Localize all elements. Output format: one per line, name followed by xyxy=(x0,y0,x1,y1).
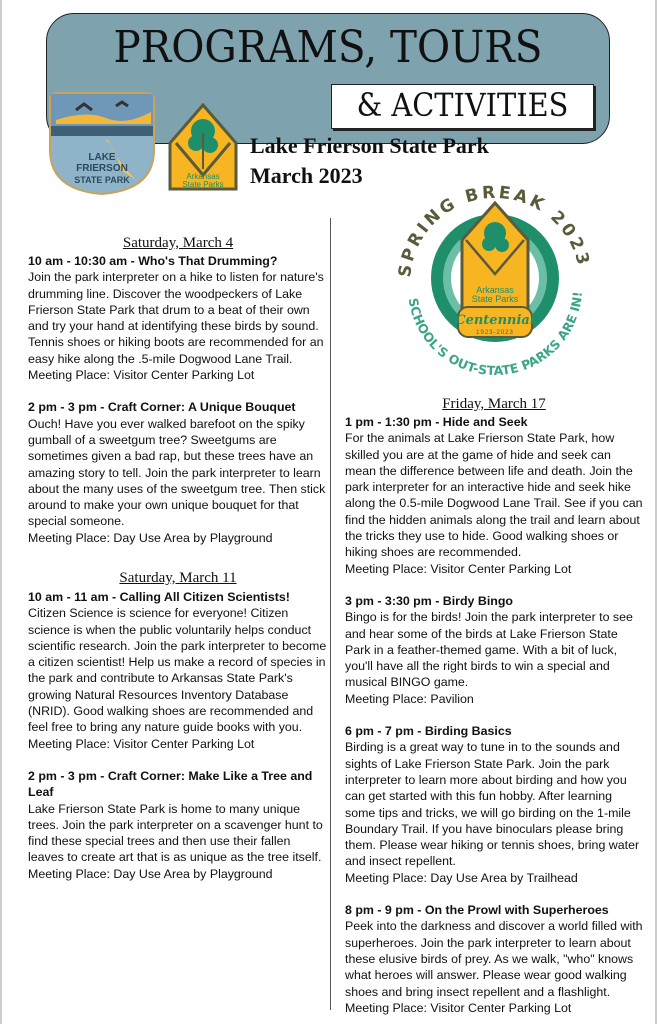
event-description: Join the park interpreter on a hike to listen for nature's drumming line. Discover the woodpeckers of Lake Frierson State Park that drum to a beat of their own and try your hand at identifying these birds by sound. Tennis shoes or hiking boots are recommended for an easy hike along the .5-mile Dogwood Lane Trail. xyxy=(28,270,324,366)
meeting-place: Meeting Place: Day Use Area by Playground xyxy=(28,866,273,881)
meeting-place: Meeting Place: Visitor Center Parking Lot xyxy=(28,736,255,751)
spring-break-logo xyxy=(390,178,600,378)
spring-break-text: SPRING BREAK 2023 xyxy=(394,182,594,279)
svg-text:Centennial: Centennial xyxy=(455,313,535,328)
svg-text:STATE PARK: STATE PARK xyxy=(74,175,130,185)
event-title: 2 pm - 3 pm - Craft Corner: Make Like a Tree and Leaf xyxy=(28,768,313,800)
event-list xyxy=(345,414,643,1032)
event xyxy=(28,399,328,546)
meeting-place: Meeting Place: Pavilion xyxy=(345,691,474,706)
event xyxy=(345,902,643,1016)
event-description: Bingo is for the birds! Join the park interpreter to see and hear some of the birds at Lake Frierson State Park in a feather-themed game. With a bit of luck, you'll have all the right birds to win a special and musical BINGO game. xyxy=(345,610,633,690)
svg-text:State Parks: State Parks xyxy=(182,180,224,189)
svg-text:1923-2023: 1923-2023 xyxy=(476,330,514,336)
page-subtitle: & ACTIVITIES xyxy=(356,86,569,124)
event-title: 3 pm - 3:30 pm - Birdy Bingo xyxy=(345,593,513,608)
park-name: Lake Frierson State Park xyxy=(250,133,489,158)
event-description: Birding is a great way to tune in to the sounds and sights of Lake Frierson State Park. Join the park interpreter to learn more about birding and how you can get started with this fun hobby. After learning some tips and tricks, we will go birding on the 1-mile Boundary Trail. If you have binoculars please bring them. Please wear hiking or tennis shoes, bring water and insect repellent. xyxy=(345,740,640,869)
svg-text:Arkansas: Arkansas xyxy=(186,172,220,181)
event-title: 1 pm - 1:30 pm - Hide and Seek xyxy=(345,415,528,429)
event xyxy=(345,723,643,886)
event-title: 10 am - 11 am - Calling All Citizen Scientists! xyxy=(28,590,290,604)
lake-frierson-logo xyxy=(46,90,158,196)
event-title: 10 am - 10:30 am - Who's That Drumming? xyxy=(28,254,278,268)
page-title: PROGRAMS, TOURS xyxy=(113,22,543,73)
date-heading: Friday, March 17 xyxy=(442,396,546,412)
meeting-place: Meeting Place: Visitor Center Parking Lot xyxy=(345,561,572,576)
event-description: Citizen Science is science for everyone! Citizen science is when the public voluntarily helps conduct scientific research. Join the park interpreter to become a citizen scientist! Help us make a record of species in the park and contribute to Arkansas State Park's growing Natural Resources Inventory Database (NRID). Good walking shoes are recommended and feel free to bring any nature guide books with you. xyxy=(28,606,327,735)
event-description: Ouch! Have you ever walked barefoot on the spiky gumball of a sweetgum tree? Sweetgums are sometimes given a bad rap, but these trees have an amazing story to tell. Join the park interpreter to learn about the many uses of the sweetgum tree. Then stick around to make your own unique bouquet for that special someone. xyxy=(28,416,326,529)
event-title: 8 pm - 9 pm - On the Prowl with Superheroes xyxy=(345,903,609,918)
meeting-place: Meeting Place: Day Use Area by Playground xyxy=(28,530,273,545)
meeting-place: Meeting Place: Visitor Center Parking Lot xyxy=(28,368,255,383)
event-description: Lake Frierson State Park is home to many unique trees. Join the park interpreter on a scavenger hunt to find these special trees and then use their fallen leaves to create art that is as unique as the tree itself. xyxy=(28,801,323,865)
svg-text:FRIERSON: FRIERSON xyxy=(76,163,128,174)
event xyxy=(345,414,643,577)
event xyxy=(28,768,328,882)
event xyxy=(28,253,328,383)
event xyxy=(28,589,328,752)
svg-text:LAKE: LAKE xyxy=(88,152,116,163)
event-list xyxy=(28,589,328,898)
svg-text:State Parks: State Parks xyxy=(471,294,519,304)
column-divider xyxy=(330,218,331,1010)
meeting-place: Meeting Place: Visitor Center Parking Lot xyxy=(345,1000,572,1015)
event-list xyxy=(28,253,328,562)
arkansas-state-parks-logo xyxy=(168,103,238,193)
slogan-text: SCHOOL'S OUT-STATE PARKS ARE IN! xyxy=(405,290,585,378)
event xyxy=(345,593,643,707)
event-description: For the animals at Lake Frierson State Park, how skilled you are at the game of hide and seek can mean the difference between life and death. Join the park interpreter for an interactive hide and seek hike along the 0.5-mile Dogwood Lane Trail. See if you can find the hidden animals along the trail and learn about the tricks they use to hide. Good walking shoes or hiking shoes are recommended. xyxy=(345,431,643,560)
event-title: 6 pm - 7 pm - Birding Basics xyxy=(345,724,512,739)
event-title: 2 pm - 3 pm - Craft Corner: A Unique Bouquet xyxy=(28,400,296,415)
meeting-place: Meeting Place: Day Use Area by Trailhead xyxy=(345,870,578,885)
svg-text:Arkansas: Arkansas xyxy=(476,285,514,295)
event-description: Peek into the darkness and discover a world filled with superheroes. Join the park interpreter to learn about these elusive birds of prey. As we walk, "who" knows what heroes will answer. Please wear good walking shoes and bring insect repellent and a flashlight. xyxy=(345,919,643,999)
date-heading: Saturday, March 11 xyxy=(119,570,237,586)
month: March 2023 xyxy=(250,163,363,188)
date-heading: Saturday, March 4 xyxy=(122,235,234,251)
